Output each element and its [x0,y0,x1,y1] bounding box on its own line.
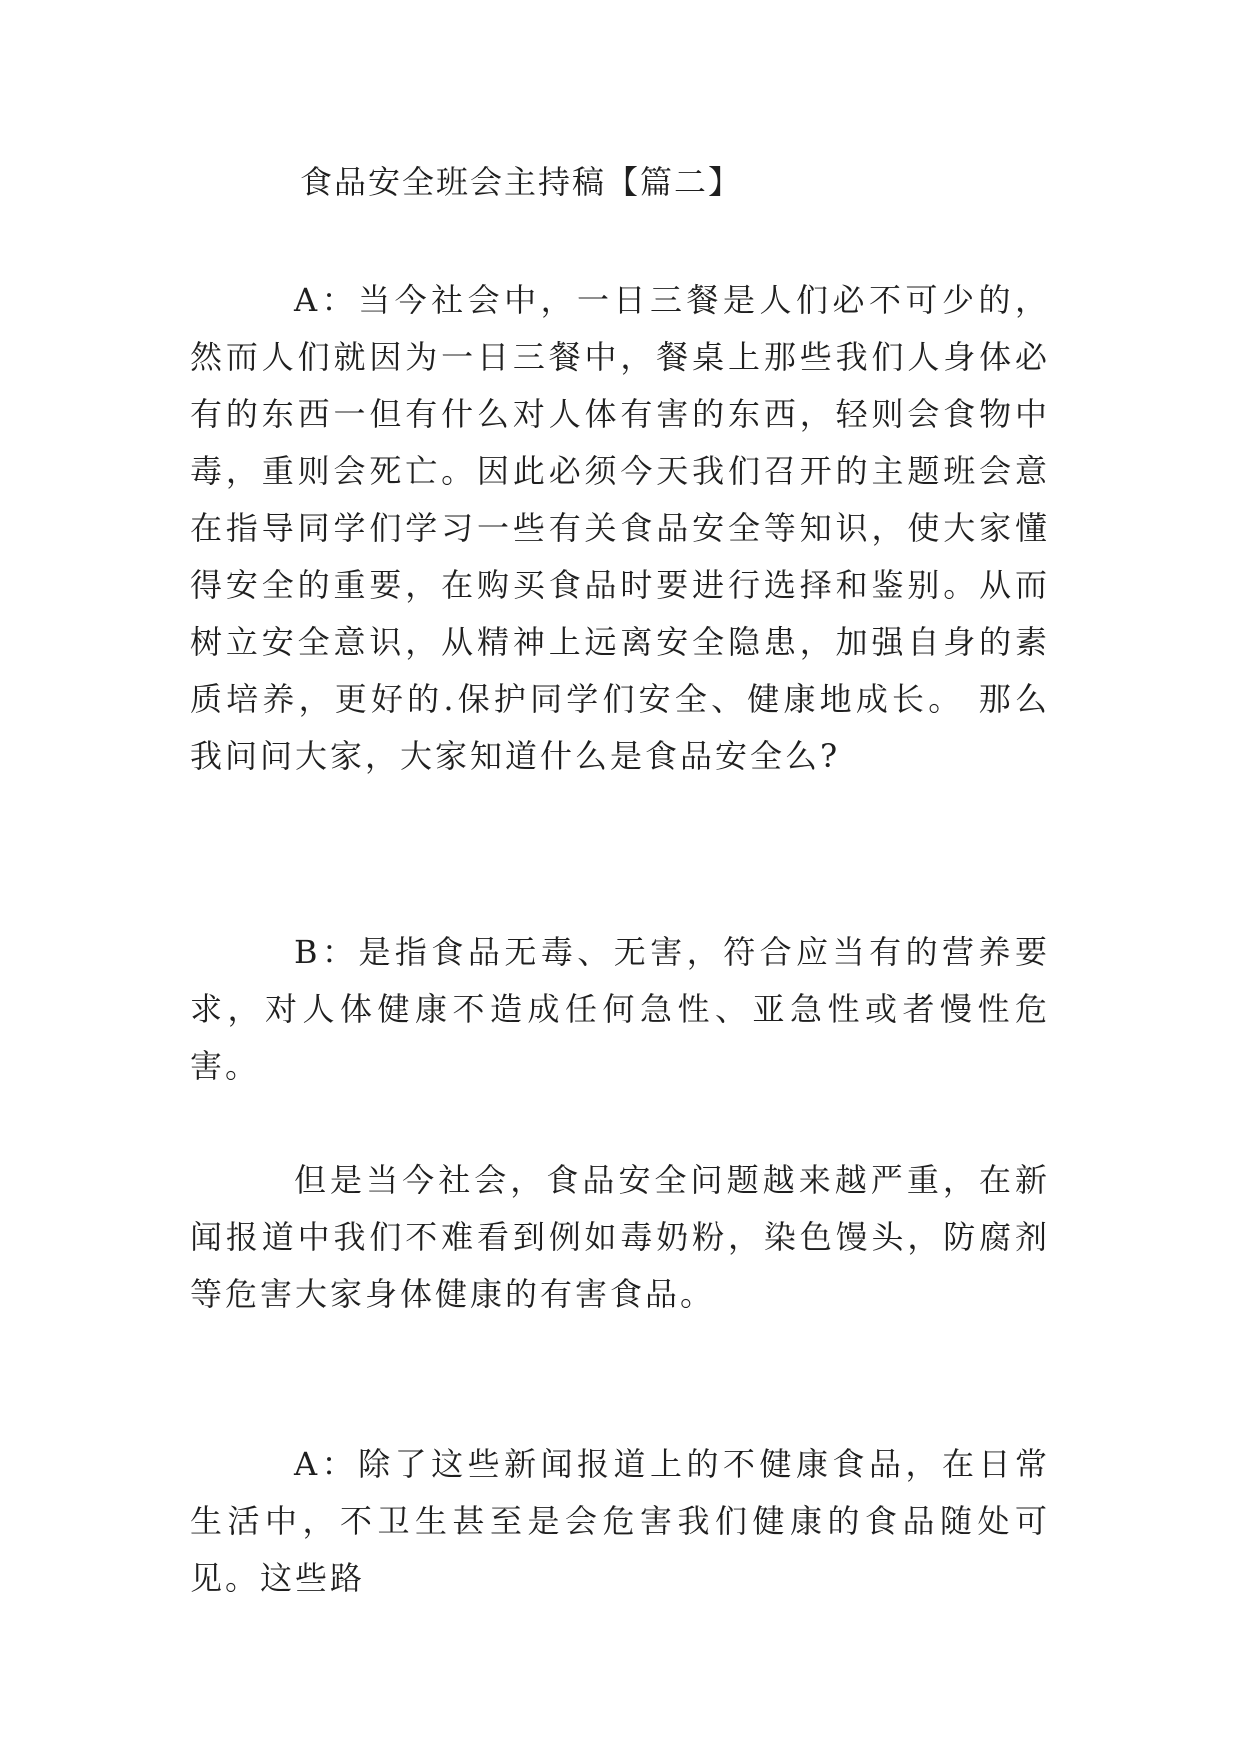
paragraph-news-problems: 但是当今社会，食品安全问题越来越严重，在新闻报道中我们不难看到例如毒奶粉，染色馒头，防腐剂等危害大家身体健康的有害食品。 [190,1161,1050,1313]
paragraph-intro-a: A：当今社会中，一日三餐是人们必不可少的，然而人们就因为一日三餐中，餐桌上那些我们人身体必有的东西一但有什么对人体有害的东西，轻则会食物中毒，重则会死亡。因此必须今天我们召开的主题班会意在指导同学们学习一些有关食品安全等知识，使大家懂得安全的重要，在购买食品时要进行选择和鉴别。从而树立安全意识，从精神上远离安全隐患，加强自身的素质培养，更好的.保护同学们安全、健康地成长。 那么我问问大家，大家知道什么是食品安全么? [190,281,1050,775]
document-title: 食品安全班会主持稿【篇二】 [300,163,743,201]
paragraph-definition-b: B：是指食品无毒、无害，符合应当有的营养要求，对人体健康不造成任何急性、亚急性或者慢性危害。 [190,933,1050,1085]
paragraph-daily-life-a: A：除了这些新闻报道上的不健康食品，在日常生活中，不卫生甚至是会危害我们健康的食品随处可见。这些路 [190,1445,1050,1597]
